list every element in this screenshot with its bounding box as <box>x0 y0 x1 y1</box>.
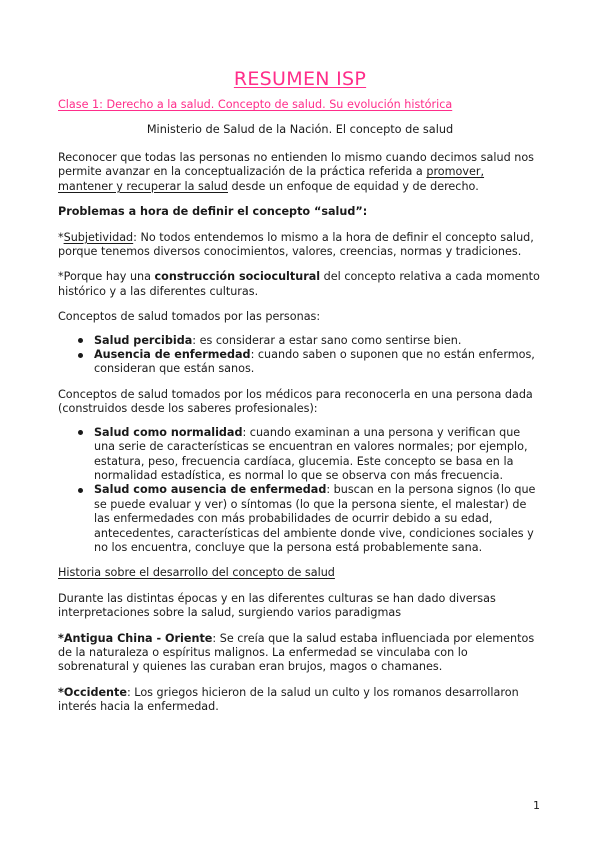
list-item-term: Salud como normalidad <box>94 425 243 439</box>
history-intro: Durante las distintas épocas y en las diferentes culturas se han dado diversas interpretaciones sobre la salud, surgiendo varios paradigmas <box>58 591 496 620</box>
intro-text: Reconocer que todas las personas no entienden lo mismo cuando decimos salud nos permite avanzar en la conceptualización de la práctica referida a <box>58 151 534 179</box>
sociocultural-before: *Porque hay una <box>58 270 155 284</box>
list-item-text: : cuando saben o suponen que no están enfermos, consideran que están sanos. <box>94 348 535 376</box>
people-list <box>58 334 542 377</box>
subjetividad-paragraph <box>58 231 542 260</box>
subjetividad-term: Subjetividad <box>63 230 134 244</box>
sociocultural-paragraph <box>58 270 542 299</box>
list-item-term: Salud percibida <box>94 333 193 347</box>
history-heading: Historia sobre el desarrollo del concepto de salud <box>58 566 335 580</box>
list-item <box>94 334 542 348</box>
list-item-text: : buscan en la persona signos (lo que se puede evaluar y ver) o síntomas (lo que la persona siente, el malestar) de las enfermedades con más probabilidades de ocurrir debido a su edad, antecedentes, características del ambiente donde vive, condiciones sociales y no los encuentra, concluye que la persona está probablemente sana. <box>94 483 536 554</box>
sociocultural-after: del concepto relativa a cada momento histórico y a las diferentes culturas. <box>58 270 540 298</box>
problems-heading <box>58 205 542 219</box>
problems-heading-text: Problemas a hora de definir el concepto “salud”: <box>58 205 368 219</box>
china-text: : Se creía que la salud estaba influenciada por elementos de la naturaleza o espíritus malignos. La enfermedad se vinculaba con lo sobrenatural y quienes las curaban eran brujos, magos o chamanes. <box>58 631 535 674</box>
subjetividad-text: : No todos entendemos lo mismo a la hora de definir el concepto salud, porque tenemos diversos conocimientos, valores, creencias, normas y tradiciones. <box>58 230 534 259</box>
intro-paragraph <box>58 151 542 194</box>
list-item-text: : cuando examinan a una persona y verifican que una serie de características se encuentran en valores normales; por ejemplo, estatura, peso, frecuencia cardíaca, glucemia. Este concepto se basa en la normalidad estadística, es normal lo que se observa con más frecuencia. <box>94 425 528 482</box>
class-subtitle: Clase 1: Derecho a la salud. Concepto de salud. Su evolución histórica <box>58 98 453 111</box>
occidente-text: : Los griegos hicieron de la salud un culto y los romanos desarrollaron interés hacia la enfermedad. <box>58 685 519 714</box>
list-item-term: Salud como ausencia de enfermedad <box>94 483 327 497</box>
medics-heading: Conceptos de salud tomados por los médicos para reconocerla en una persona dada (construidos desde los saberes profesionales): <box>58 387 533 416</box>
subjetividad-star: * <box>58 230 64 244</box>
people-heading: Conceptos de salud tomados por las personas: <box>58 310 321 324</box>
list-item <box>94 426 542 484</box>
page-content <box>58 68 542 726</box>
list-item-term: Ausencia de enfermedad <box>94 348 251 362</box>
occidente-paragraph <box>58 686 542 715</box>
occidente-term: *Occidente <box>58 685 127 699</box>
intro-text-end: desde un enfoque de equidad y de derecho. <box>228 179 479 193</box>
list-item <box>94 483 542 555</box>
list-item-text: : es considerar a estar sano como sentirse bien. <box>192 333 462 347</box>
page-number: 1 <box>533 799 540 812</box>
china-term: *Antigua China - Oriente <box>58 631 213 645</box>
list-item <box>94 348 542 377</box>
intro-underlined: promover, mantener y recuperar la salud <box>58 165 485 193</box>
source-heading: Ministerio de Salud de la Nación. El concepto de salud <box>146 123 454 136</box>
sociocultural-bold: construcción sociocultural <box>154 270 321 284</box>
china-paragraph <box>58 632 542 675</box>
document-title: RESUMEN ISP <box>233 68 367 90</box>
medics-list <box>58 426 542 556</box>
